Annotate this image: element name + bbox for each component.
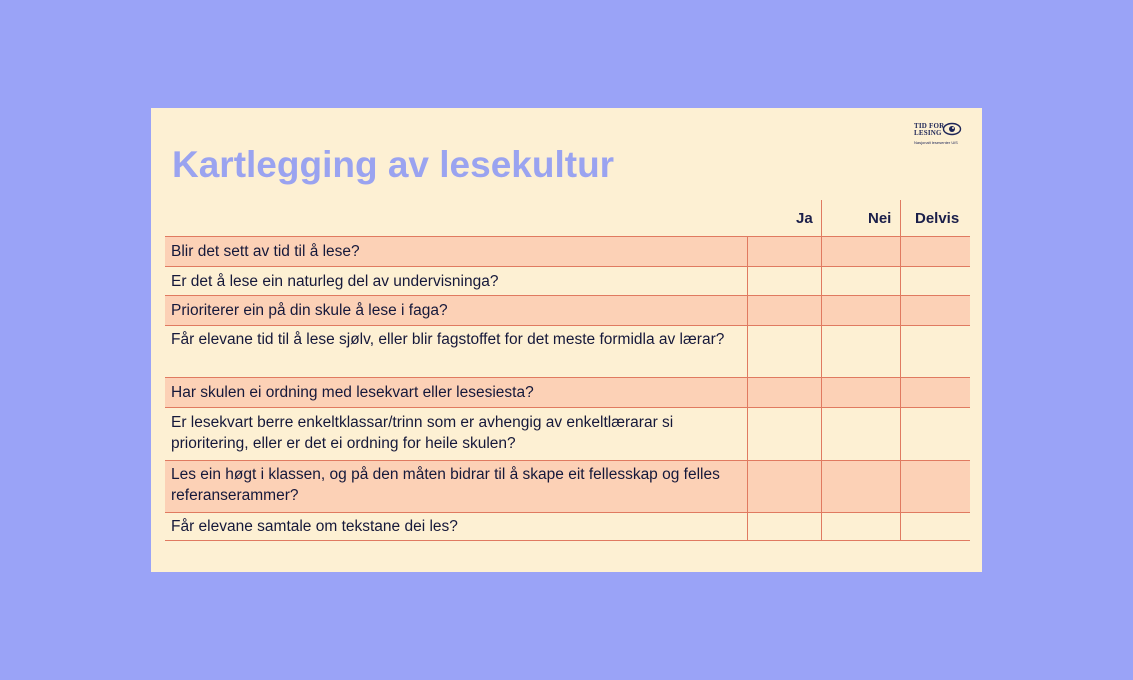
row-question: Les ein høgt i klassen, og på den måten bidrar til å skape eit fellesskap og felles referanserammer? [171, 466, 720, 504]
table-row [165, 326, 970, 378]
column-header-delvis: Delvis [915, 210, 960, 227]
table-row [165, 408, 970, 461]
row-question: Prioriterer ein på din skule å lese i faga? [171, 302, 448, 319]
logo-line2: LESING [914, 129, 942, 137]
row-question: Får elevane samtale om tekstane dei les? [171, 518, 458, 535]
table-row [165, 513, 970, 541]
column-divider [747, 237, 748, 541]
column-header-ja: Ja [796, 210, 813, 227]
row-question: Har skulen ei ordning med lesekvart eller lesesiesta? [171, 384, 534, 401]
column-header-nei: Nei [868, 210, 892, 227]
row-question: Er det å lese ein naturleg del av undervisninga? [171, 273, 499, 290]
column-divider [900, 200, 901, 541]
row-question: Blir det sett av tid til å lese? [171, 243, 360, 260]
table-row [165, 378, 970, 408]
table-row [165, 267, 970, 296]
logo-line1: TID FOR [914, 122, 945, 130]
row-question: Er lesekvart berre enkeltklassar/trinn som er avhengig av enkeltlærarar si prioritering, eller er det ei ordning for heile skulen? [171, 414, 674, 452]
table-row [165, 296, 970, 326]
column-divider [821, 200, 822, 541]
eye-icon [942, 122, 962, 136]
table-row [165, 461, 970, 513]
row-question: Får elevane tid til å lese sjølv, eller blir fagstoffet for det meste formidla av lærar? [171, 331, 725, 348]
tid-for-lesing-logo [914, 120, 964, 150]
logo-subtitle: Nasjonalt lesesenter UiS [914, 140, 958, 145]
slide [151, 108, 982, 572]
table-row [165, 237, 970, 267]
slide-title: Kartlegging av lesekultur [172, 144, 615, 185]
